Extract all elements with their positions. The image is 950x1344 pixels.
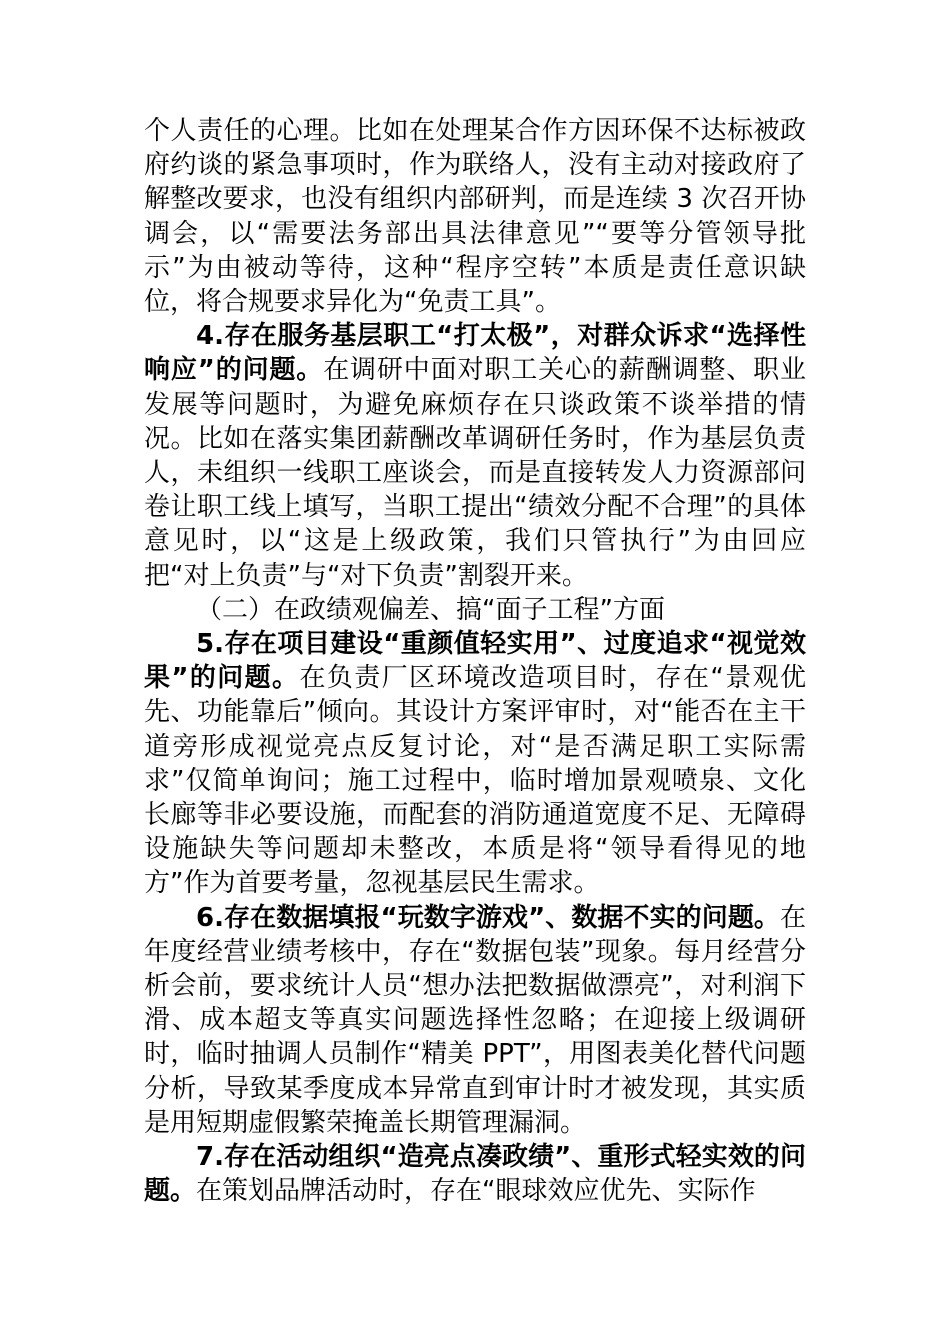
section-heading — [144, 593, 806, 627]
paragraph-body: 个人责任的心理。比如在处理某合作方因环保不达标被政府约谈的紧急事项时，作为联络人，没有主动对接政府了解整改要求，也没有组织内部研判，而是连续 3 次召开协调会，以“需要法务部出具法律意见”“要等分管领导批示”为由被动等待，这种“程序空转”本质是责任意识缺位，将合规要求异化为“免责工具”。 — [144, 116, 806, 318]
paragraph-issue-7 — [144, 1140, 806, 1208]
document-page — [144, 114, 806, 1209]
paragraph-body: 在年度经营业绩考核中，存在“数据包装”现象。每月经营分析会前，要求统计人员“想办法把数据做漂亮”，对利润下滑、成本超支等真实问题选择性忽略；在迎接上级调研时，临时抽调人员制作“精美 PPT”，用图表美化替代问题分析，导致某季度成本异常直到审计时才被发现，其实质是用短期虚假繁荣掩盖长期管理漏洞。 — [144, 902, 806, 1138]
paragraph-issue-4 — [144, 319, 806, 593]
paragraph-heading: 5.存在项目建设“重颜值轻实用”、过度追求“视觉效果”的问题。 — [144, 629, 806, 694]
paragraph-issue-6 — [144, 901, 806, 1140]
paragraph-body: 在负责厂区环境改造项目时，存在“景观优先、功能靠后”倾向。其设计方案评审时，对“能否在主干道旁形成视觉亮点反复讨论，对“是否满足职工实际需求”仅简单询问；施工过程中，临时增加景观喷泉、文化长廊等非必要设施，而配套的消防通道宽度不足、无障碍设施缺失等问题却未整改，本质是将“领导看得见的地方”作为首要考量，忽视基层民生需求。 — [144, 663, 806, 899]
paragraph-body: 在调研中面对职工关心的薪酬调整、职业发展等问题时，为避免麻烦存在只谈政策不谈举措的情况。比如在落实集团薪酬改革调研任务时，作为基层负责人，未组织一线职工座谈会，而是直接转发人力资源部问卷让职工线上填写，当职工提出“绩效分配不合理”的具体意见时，以“这是上级政策，我们只管执行”为由回应把“对上负责”与“对下负责”割裂开来。 — [144, 355, 806, 591]
paragraph-body: 在策划品牌活动时，存在“眼球效应优先、实际作 — [196, 1176, 756, 1207]
paragraph-continuation — [144, 114, 806, 319]
paragraph-heading: 6.存在数据填报“玩数字游戏”、数据不实的问题。 — [196, 902, 780, 933]
paragraph-heading: 7.存在活动组织“造亮点凑政绩”、重形式轻实效的问题。 — [144, 1142, 806, 1207]
paragraph-issue-5 — [144, 627, 806, 901]
section-title: （二）在政绩观偏差、搞“面子工程”方面 — [196, 594, 665, 625]
paragraph-heading: 4.存在服务基层职工“打太极”，对群众诉求“选择性响应”的问题。 — [144, 321, 806, 386]
